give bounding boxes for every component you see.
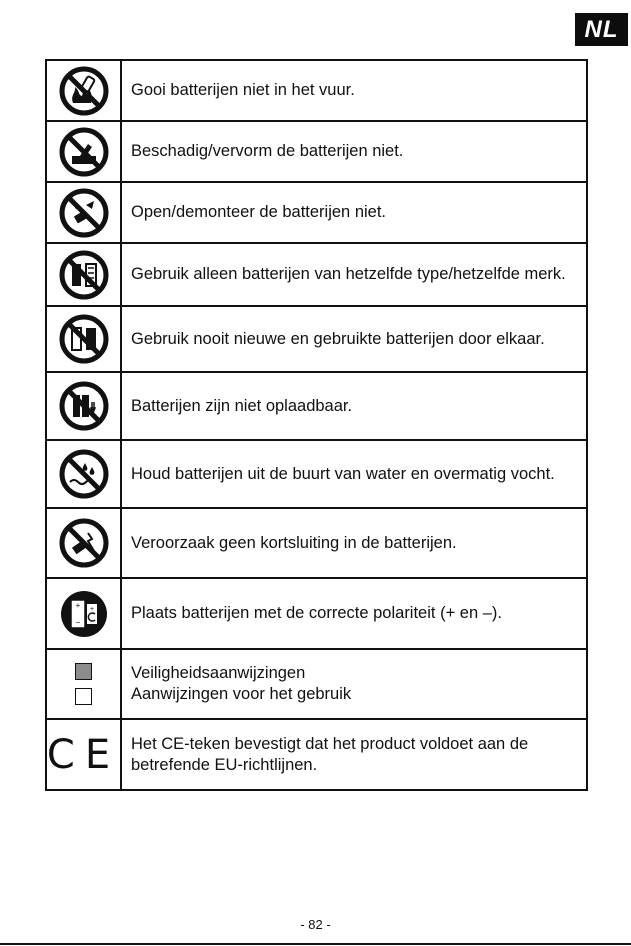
battery-safety-table xyxy=(45,59,588,791)
no-recharge-icon xyxy=(58,380,110,432)
no-water-icon xyxy=(58,448,110,500)
table-row xyxy=(47,307,586,373)
filled-square-icon xyxy=(75,663,92,680)
svg-text:+: + xyxy=(89,605,94,613)
row-text: Beschadig/vervorm de batterijen niet. xyxy=(131,142,404,160)
table-row xyxy=(47,183,586,244)
no-fire-icon xyxy=(58,65,110,117)
ce-mark-icon: CE xyxy=(46,731,121,778)
table-row xyxy=(47,244,586,307)
row-text: Veroorzaak geen kortsluiting in de batterijen. xyxy=(131,533,457,552)
no-disassemble-icon xyxy=(58,187,110,239)
row-text: Open/demonteer de batterijen niet. xyxy=(131,203,387,221)
table-row xyxy=(47,441,586,509)
svg-text:−: − xyxy=(75,617,80,627)
empty-square-icon xyxy=(75,688,92,705)
no-mix-icon xyxy=(58,313,110,365)
page-number: - 82 - xyxy=(300,917,331,932)
language-badge: NL xyxy=(575,13,628,46)
table-row xyxy=(47,122,586,183)
no-short-circuit-icon xyxy=(58,517,110,569)
row-text: Houd batterijen uit de buurt van water en overmatig vocht. xyxy=(131,464,555,483)
footer-divider xyxy=(0,943,631,945)
row-text: Gebruik nooit nieuwe en gebruikte batterijen door elkaar. xyxy=(131,329,545,348)
svg-text:+: + xyxy=(75,600,80,610)
polarity-icon xyxy=(58,588,110,640)
legend-row xyxy=(47,650,586,720)
legend-usage-label: Aanwijzingen voor het gebruik xyxy=(131,685,352,703)
table-row xyxy=(47,373,586,441)
table-row xyxy=(47,579,586,650)
row-text: Gooi batterijen niet in het vuur. xyxy=(131,81,355,99)
ce-row xyxy=(47,720,586,789)
no-crush-icon xyxy=(58,126,110,178)
ce-text: Het CE-teken bevestigt dat het product voldoet aan de betrefende EU-richtlijnen. xyxy=(131,734,529,774)
table-row xyxy=(47,509,586,579)
row-text: Gebruik alleen batterijen van hetzelfde type/hetzelfde merk. xyxy=(131,265,566,283)
row-text: Plaats batterijen met de correcte polariteit (+ en –). xyxy=(131,604,502,622)
same-type-icon xyxy=(58,249,110,301)
legend-safety-label: Veiligheidsaanwijzingen xyxy=(131,664,306,682)
table-row xyxy=(47,61,586,122)
row-text: Batterijen zijn niet oplaadbaar. xyxy=(131,396,353,415)
